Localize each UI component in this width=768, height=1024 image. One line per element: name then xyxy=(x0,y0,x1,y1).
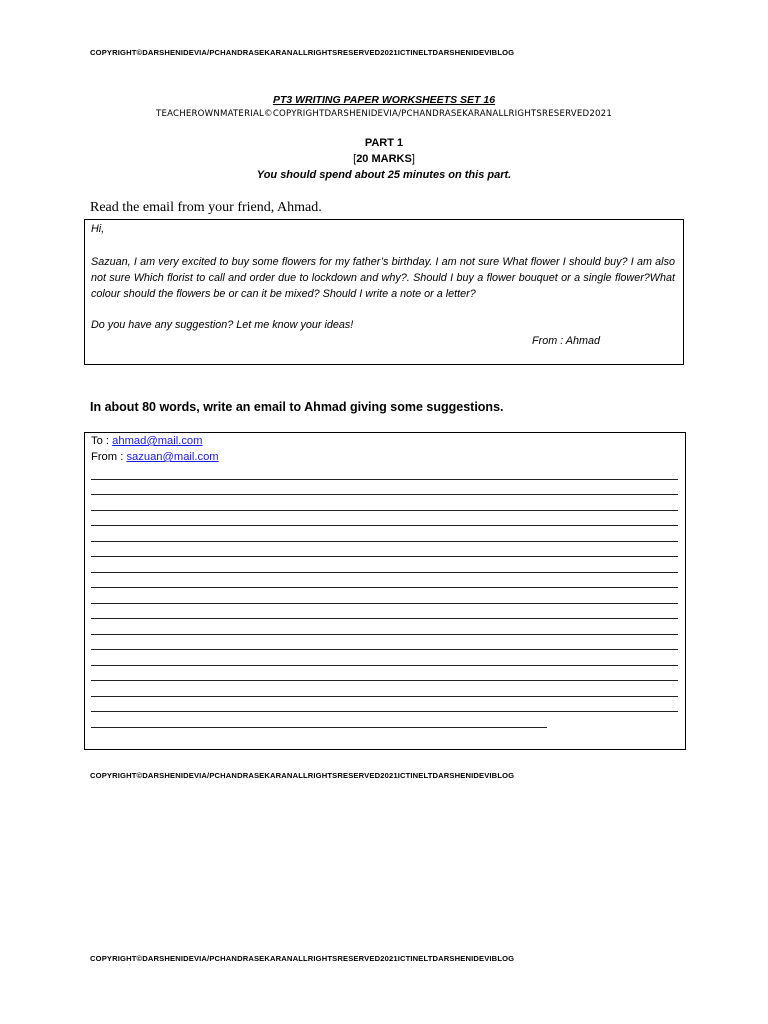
reply-from-field: From : sazuan@mail.com xyxy=(91,451,219,463)
time-note: You should spend about 25 minutes on this part. xyxy=(256,169,512,181)
reply-email-box xyxy=(84,432,686,750)
worksheet-title: PT3 WRITING PAPER WORKSHEETS SET 16 xyxy=(272,94,496,106)
writing-line[interactable] xyxy=(91,603,678,604)
marks-value: 20 MARKS xyxy=(356,153,412,165)
email-ask: Do you have any suggestion? Let me know your ideas! xyxy=(91,319,354,331)
writing-line[interactable] xyxy=(91,696,678,697)
writing-task: In about 80 words, write an email to Ahmad giving some suggestions. xyxy=(90,400,504,414)
writing-line[interactable] xyxy=(91,494,678,495)
marks-label: [20 MARKS] xyxy=(353,153,415,165)
writing-line[interactable] xyxy=(91,587,678,588)
writing-line[interactable] xyxy=(91,525,678,526)
from-email-link[interactable]: sazuan@mail.com xyxy=(126,451,219,463)
writing-line[interactable] xyxy=(91,665,678,666)
writing-line[interactable] xyxy=(91,556,678,557)
writing-line[interactable] xyxy=(91,727,547,728)
reply-to-field: To : ahmad@mail.com xyxy=(91,435,203,447)
writing-line[interactable] xyxy=(91,711,678,712)
read-instruction: Read the email from your friend, Ahmad. xyxy=(90,200,322,215)
writing-line[interactable] xyxy=(91,618,678,619)
teacher-material-notice: TEACHEROWNMATERIAL©COPYRIGHTDARSHENIDEVIA/PCHANDRASEKARANALLRIGHTSRESERVED2021 xyxy=(156,109,612,119)
writing-line[interactable] xyxy=(91,634,678,635)
copyright-footer: COPYRIGHT©DARSHENIDEVIA/PCHANDRASEKARANALLRIGHTSRESERVED2021ICTINELTDARSHENIDEVIBLOG xyxy=(90,771,515,780)
writing-line[interactable] xyxy=(91,479,678,480)
writing-line[interactable] xyxy=(91,541,678,542)
writing-line[interactable] xyxy=(91,649,678,650)
friend-email-box xyxy=(84,219,684,365)
writing-line[interactable] xyxy=(91,680,678,681)
copyright-header: COPYRIGHT©DARSHENIDEVIA/PCHANDRASEKARANALLRIGHTSRESERVED2021ICTINELTDARSHENIDEVIBLOG xyxy=(90,48,515,57)
email-body: Sazuan, I am very excited to buy some flowers for my father’s birthday. I am not sure What flower I should buy? I am also not sure Which florist to call and order due to lockdown and why?. Should I buy a flower bouquet or a single flower?What colour should the flowers be or can it be mixed? Should I write a note or a letter? xyxy=(91,256,675,300)
email-signoff: From : Ahmad xyxy=(532,335,600,347)
writing-line[interactable] xyxy=(91,510,678,511)
part-heading: PART 1 xyxy=(364,137,404,149)
copyright-page-footer: COPYRIGHT©DARSHENIDEVIA/PCHANDRASEKARANALLRIGHTSRESERVED2021ICTINELTDARSHENIDEVIBLOG xyxy=(90,954,515,963)
to-email-link[interactable]: ahmad@mail.com xyxy=(112,435,203,447)
writing-line[interactable] xyxy=(91,572,678,573)
email-greeting: Hi, xyxy=(91,223,105,235)
